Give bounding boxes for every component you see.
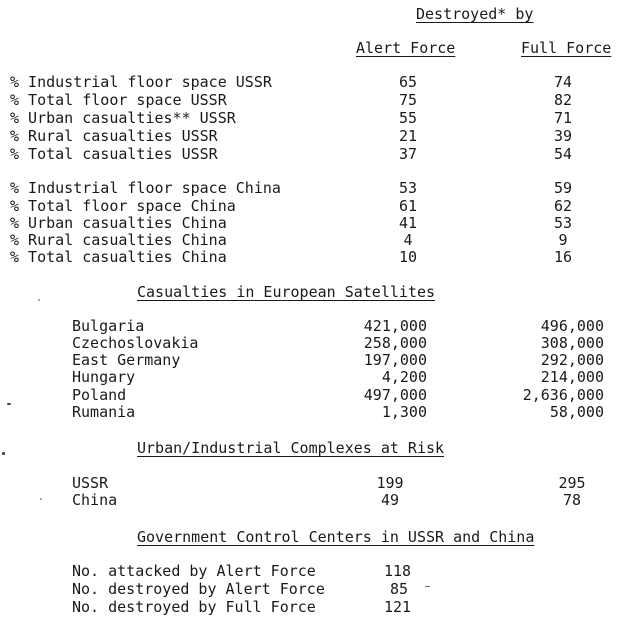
- satellite-full-value: 214,000: [540, 368, 604, 386]
- complexes-title: Urban/Industrial Complexes at Risk: [137, 439, 445, 457]
- satellite-full-value: 58,000: [549, 403, 604, 421]
- ussr-row-full: 54: [553, 145, 573, 163]
- scan-speck: [38, 299, 40, 301]
- china-row-alert: 4: [403, 231, 413, 249]
- china-row-full: 62: [553, 197, 573, 215]
- satellite-full-value: 308,000: [540, 334, 604, 352]
- china-row-label: % Total casualties China: [10, 248, 227, 266]
- scan-speck: [425, 586, 430, 587]
- satellites-title: Casualties in European Satellites: [137, 283, 436, 301]
- ussr-row-label: % Total floor space USSR: [10, 91, 227, 109]
- satellite-alert-value: 258,000: [363, 334, 427, 352]
- ussr-row-label: % Industrial floor space USSR: [10, 73, 272, 91]
- satellite-full-value: 496,000: [540, 317, 604, 335]
- china-row-full: 16: [553, 248, 573, 266]
- satellite-full-value: 2,636,000: [522, 386, 604, 404]
- complex-alert-value: 49: [380, 491, 400, 509]
- ussr-row-label: % Total casualties USSR: [10, 145, 218, 163]
- satellite-alert-value: 497,000: [363, 386, 427, 404]
- complex-alert-value: 199: [376, 474, 404, 492]
- control-row-value: 118: [384, 562, 412, 580]
- china-row-label: % Urban casualties China: [10, 214, 227, 232]
- complex-full-value: 295: [558, 474, 586, 492]
- ussr-row-full: 71: [553, 109, 573, 127]
- ussr-row-alert: 55: [398, 109, 418, 127]
- china-row-alert: 53: [398, 179, 418, 197]
- satellite-country: Rumania: [72, 403, 136, 421]
- ussr-row-alert: 75: [398, 91, 418, 109]
- ussr-row-full: 82: [553, 91, 573, 109]
- satellite-country: Hungary: [72, 368, 136, 386]
- ussr-row-full: 74: [553, 73, 573, 91]
- satellite-alert-value: 4,200: [381, 368, 427, 386]
- china-row-alert: 61: [398, 197, 418, 215]
- satellite-alert-value: 197,000: [363, 351, 427, 369]
- china-row-alert: 10: [398, 248, 418, 266]
- complex-country: China: [72, 491, 118, 509]
- scan-speck: [7, 403, 11, 405]
- china-row-full: 53: [553, 214, 573, 232]
- satellite-country: Bulgaria: [72, 317, 145, 335]
- china-row-full: 9: [558, 231, 568, 249]
- satellite-country: East Germany: [72, 351, 181, 369]
- control-centers-title: Government Control Centers in USSR and China: [137, 528, 535, 546]
- header-alert-force: Alert Force: [356, 39, 456, 57]
- control-row-label: No. attacked by Alert Force: [72, 562, 316, 580]
- china-row-label: % Total floor space China: [10, 197, 236, 215]
- china-row-alert: 41: [398, 214, 418, 232]
- satellite-alert-value: 421,000: [363, 317, 427, 335]
- ussr-row-label: % Urban casualties** USSR: [10, 109, 236, 127]
- china-row-label: % Rural casualties China: [10, 231, 227, 249]
- scan-speck: [2, 452, 5, 455]
- ussr-row-label: % Rural casualties USSR: [10, 127, 218, 145]
- ussr-row-full: 39: [553, 127, 573, 145]
- complex-full-value: 78: [562, 491, 582, 509]
- ussr-row-alert: 65: [398, 73, 418, 91]
- control-row-label: No. destroyed by Alert Force: [72, 580, 325, 598]
- header-full-force: Full Force: [521, 39, 612, 57]
- ussr-row-alert: 21: [398, 127, 418, 145]
- satellite-full-value: 292,000: [540, 351, 604, 369]
- header-destroyed-by: Destroyed* by: [416, 5, 534, 23]
- ussr-row-alert: 37: [398, 145, 418, 163]
- control-row-label: No. destroyed by Full Force: [72, 598, 316, 616]
- satellite-alert-value: 1,300: [381, 403, 427, 421]
- satellite-country: Poland: [72, 386, 127, 404]
- china-row-full: 59: [553, 179, 573, 197]
- china-row-label: % Industrial floor space China: [10, 179, 281, 197]
- complex-country: USSR: [72, 474, 109, 492]
- control-row-value: 85: [390, 580, 409, 598]
- scan-speck: [40, 498, 42, 500]
- control-row-value: 121: [384, 598, 412, 616]
- satellite-country: Czechoslovakia: [72, 334, 199, 352]
